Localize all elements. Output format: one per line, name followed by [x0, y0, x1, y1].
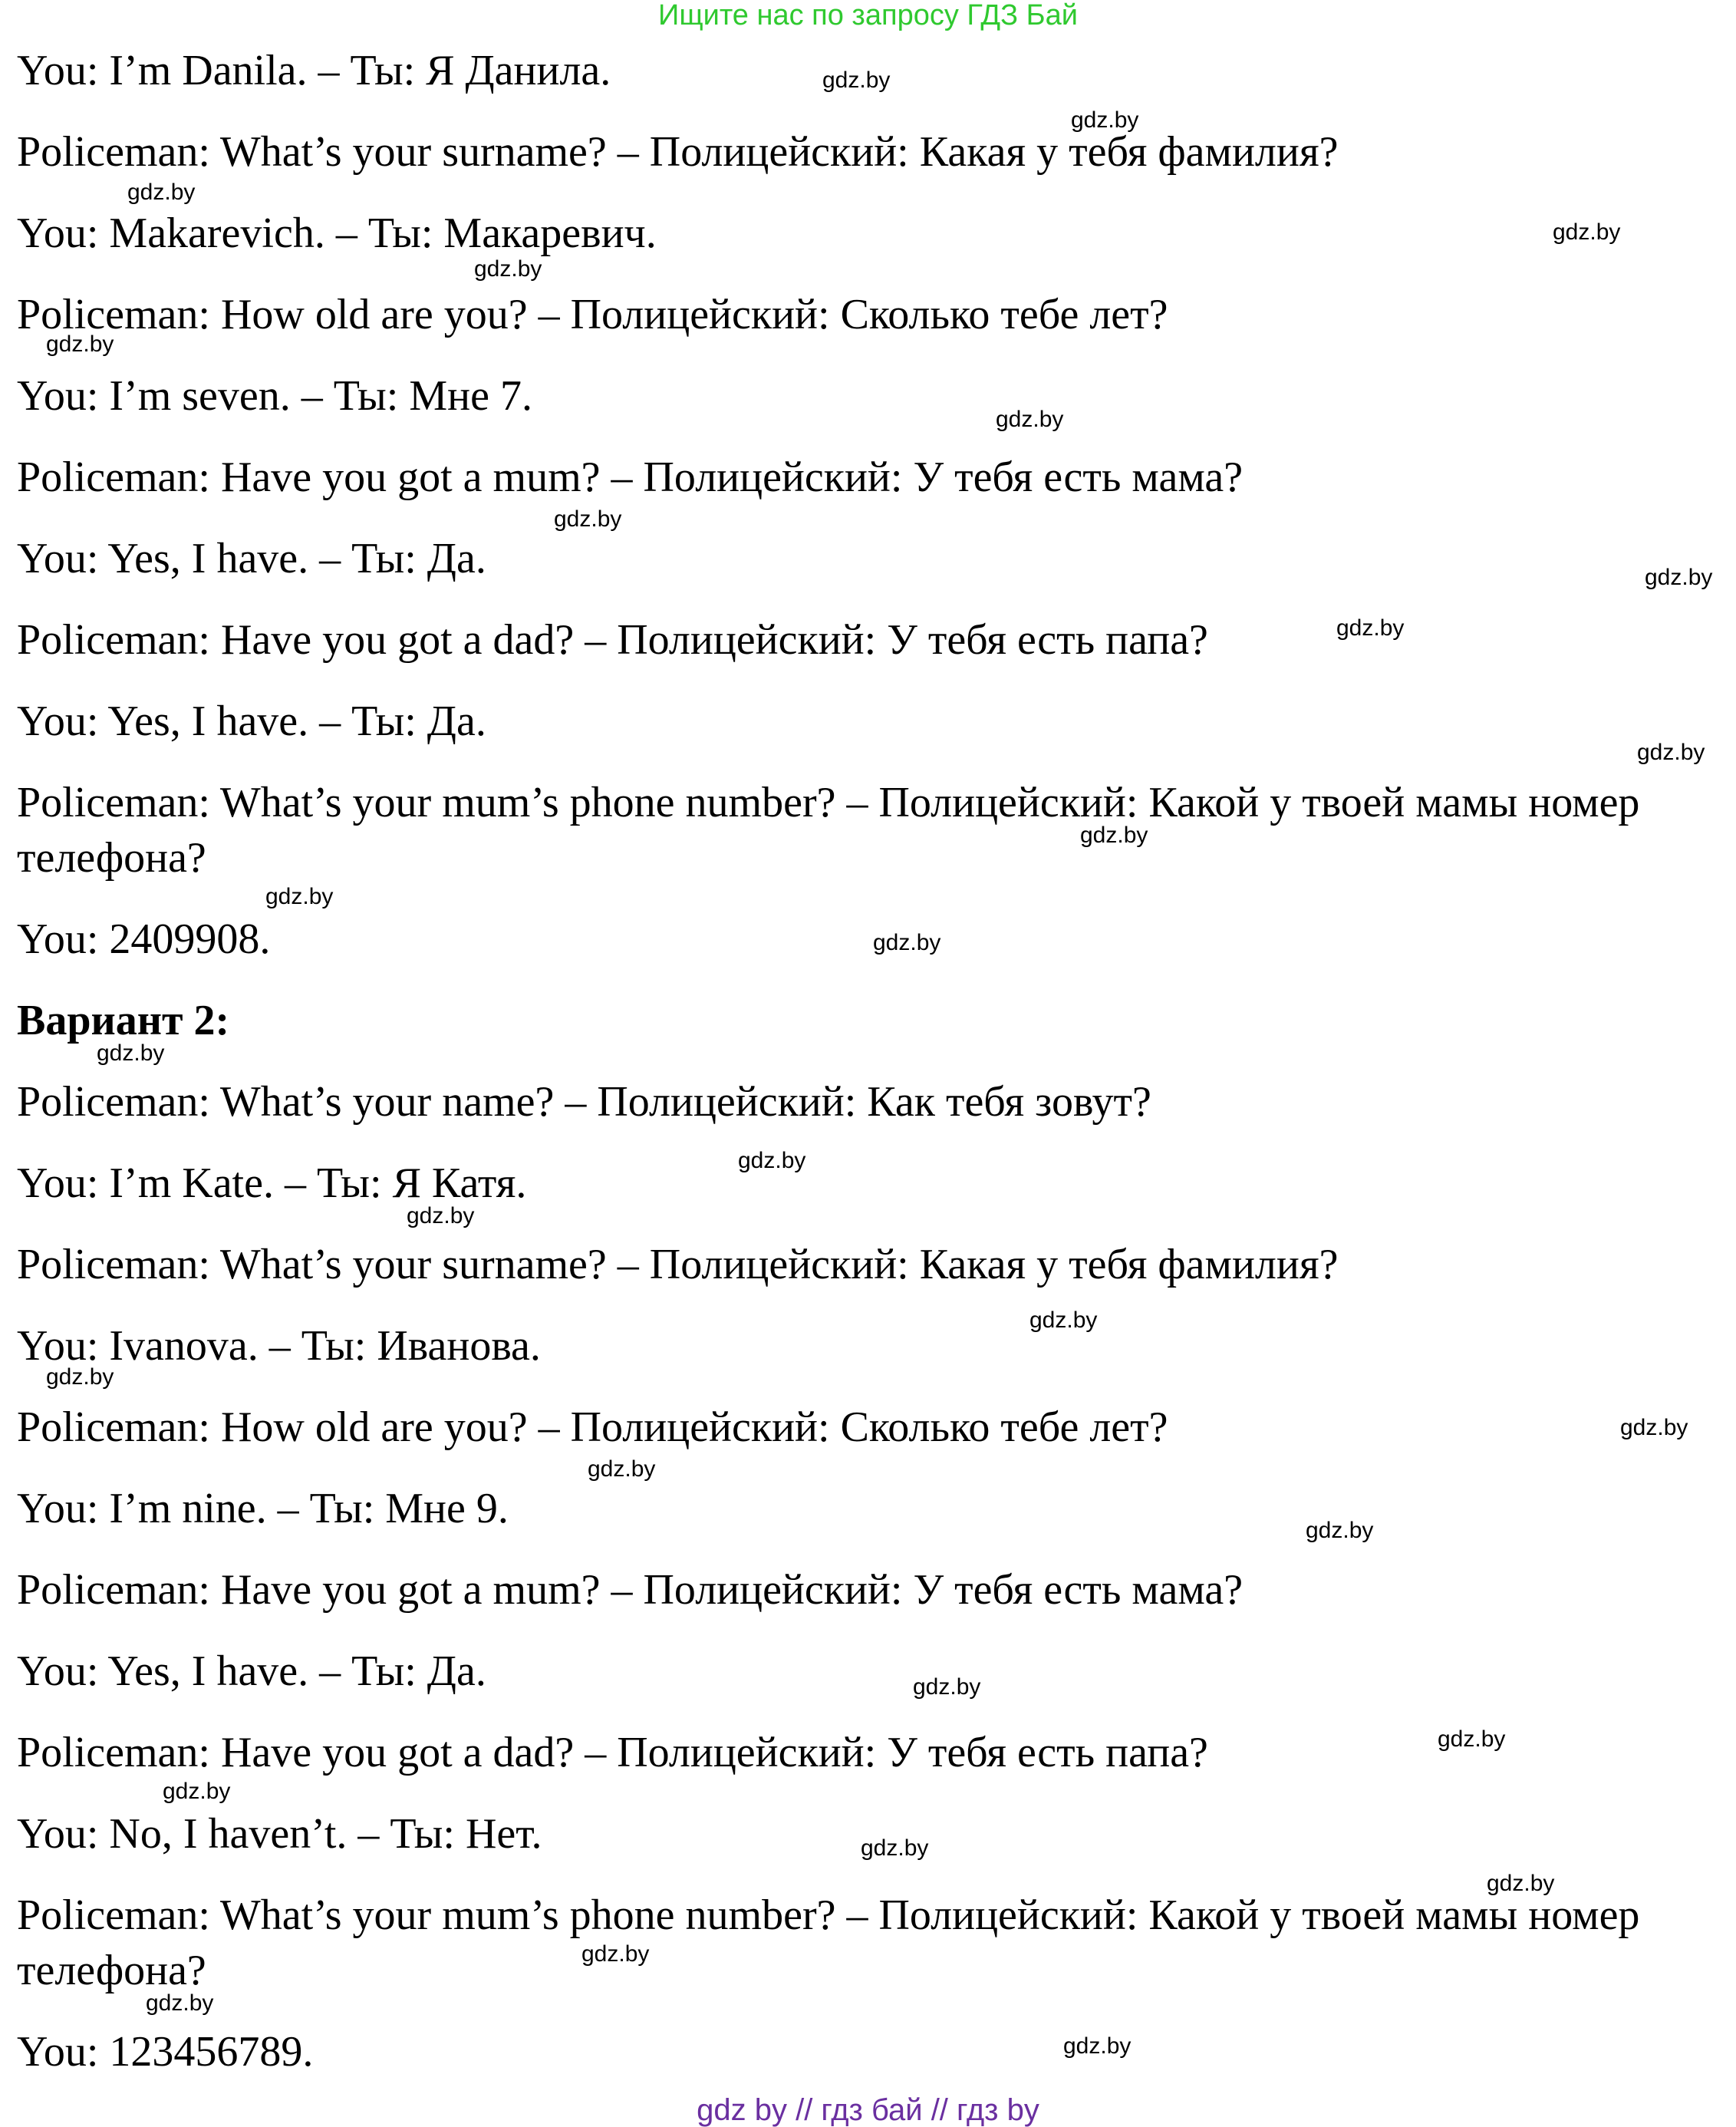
dialogue-line: You: Yes, I have. – Ты: Да.: [17, 1647, 486, 1695]
dialogue-line: телефона?: [17, 834, 206, 882]
dialogue-line: You: Makarevich. – Ты: Макаревич.: [17, 209, 657, 257]
watermark: gdz.by: [97, 1040, 165, 1066]
dialogue-line: You: No, I haven’t. – Ты: Нет.: [17, 1810, 542, 1858]
watermark: gdz.by: [1063, 2033, 1132, 2059]
watermark: gdz.by: [146, 1990, 214, 2016]
watermark: gdz.by: [554, 506, 622, 532]
watermark: gdz.by: [873, 930, 941, 955]
dialogue-line: телефона?: [17, 1947, 206, 1994]
dialogue-line: You: 2409908.: [17, 915, 271, 963]
watermark: gdz.by: [996, 407, 1064, 432]
watermark: gdz.by: [1336, 615, 1405, 641]
watermark: gdz.by: [1645, 565, 1713, 590]
watermark: gdz.by: [738, 1148, 806, 1173]
watermark: gdz.by: [407, 1203, 475, 1228]
watermark: gdz.by: [861, 1835, 929, 1861]
watermark: gdz.by: [913, 1674, 981, 1700]
dialogue-line: Policeman: How old are you? – Полицейский: Сколько тебе лет?: [17, 1403, 1168, 1451]
dialogue-line: Policeman: Have you got a dad? – Полицейский: У тебя есть папа?: [17, 1729, 1208, 1776]
dialogue-line: Policeman: Have you got a dad? – Полицейский: У тебя есть папа?: [17, 616, 1208, 664]
watermark: gdz.by: [46, 1364, 114, 1390]
watermark: gdz.by: [1487, 1871, 1555, 1896]
watermark: gdz.by: [1071, 107, 1139, 133]
dialogue-line: Policeman: What’s your surname? – Полицейский: Какая у тебя фамилия?: [17, 128, 1339, 176]
dialogue-line: You: I’m Danila. – Ты: Я Данила.: [17, 47, 611, 94]
dialogue-line: Policeman: How old are you? – Полицейский: Сколько тебе лет?: [17, 291, 1168, 338]
watermark: gdz.by: [1438, 1726, 1506, 1752]
dialogue-line: Policeman: What’s your surname? – Полицейский: Какая у тебя фамилия?: [17, 1241, 1339, 1288]
dialogue-line: Policeman: What’s your name? – Полицейский: Как тебя зовут?: [17, 1078, 1151, 1126]
dialogue-line: You: 123456789.: [17, 2028, 314, 2076]
watermark: gdz.by: [581, 1941, 650, 1967]
search-hint-banner: Ищите нас по запросу ГДЗ Бай: [658, 0, 1078, 31]
dialogue-line: You: I’m seven. – Ты: Мне 7.: [17, 372, 532, 420]
dialogue-line: You: Yes, I have. – Ты: Да.: [17, 535, 486, 582]
watermark: gdz.by: [1637, 740, 1705, 765]
section-heading: Вариант 2:: [17, 997, 230, 1044]
watermark: gdz.by: [163, 1779, 231, 1804]
watermark: gdz.by: [127, 180, 196, 205]
footer-links: gdz by // гдз бай // гдз by: [697, 2093, 1039, 2127]
dialogue-line: Policeman: Have you got a mum? – Полицейский: У тебя есть мама?: [17, 453, 1244, 501]
watermark: gdz.by: [1620, 1415, 1688, 1440]
watermark: gdz.by: [588, 1456, 656, 1482]
watermark: gdz.by: [1080, 823, 1148, 848]
watermark: gdz.by: [474, 256, 542, 282]
watermark: gdz.by: [265, 884, 334, 909]
dialogue-line: You: I’m nine. – Ты: Мне 9.: [17, 1485, 509, 1532]
dialogue-line: Policeman: Have you got a mum? – Полицейский: У тебя есть мама?: [17, 1566, 1244, 1614]
dialogue-line: Policeman: What’s your mum’s phone number? – Полицейский: Какой у твоей мамы номер: [17, 1891, 1640, 1939]
dialogue-line: You: Ivanova. – Ты: Иванова.: [17, 1322, 541, 1370]
dialogue-line: You: Yes, I have. – Ты: Да.: [17, 697, 486, 745]
watermark: gdz.by: [1029, 1308, 1098, 1333]
dialogue-line: You: I’m Kate. – Ты: Я Катя.: [17, 1159, 527, 1207]
watermark: gdz.by: [1306, 1518, 1374, 1543]
watermark: gdz.by: [46, 331, 114, 357]
watermark: gdz.by: [822, 68, 891, 93]
watermark: gdz.by: [1553, 219, 1621, 245]
dialogue-line: Policeman: What’s your mum’s phone number? – Полицейский: Какой у твоей мамы номер: [17, 779, 1640, 826]
